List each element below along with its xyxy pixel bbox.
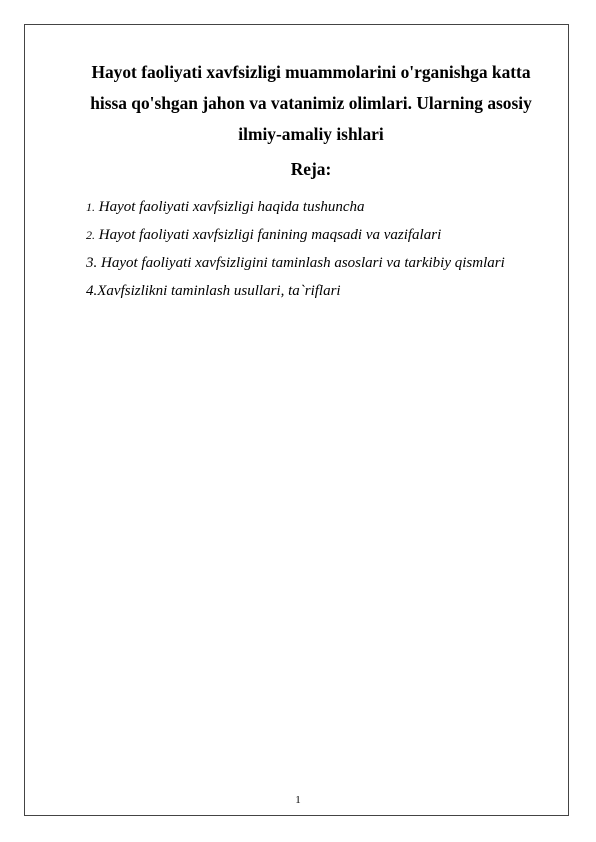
plan-item-number: 4. xyxy=(86,283,98,299)
plan-item-text: Xavfsizlikni taminlash usullari, ta`riflari xyxy=(97,283,341,299)
plan-item-1 xyxy=(86,197,505,225)
plan-item-4 xyxy=(86,281,505,309)
plan-item-number: 2. xyxy=(86,228,95,242)
page-number: 1 xyxy=(295,794,301,806)
plan-item-text: Hayot faoliyati xavfsizligi haqida tushuncha xyxy=(95,199,365,215)
document-title xyxy=(72,57,550,150)
title-line-1: Hayot faoliyati xavfsizligi muammolarini o'rganishga katta xyxy=(91,62,531,82)
plan-list xyxy=(86,197,505,309)
plan-item-2 xyxy=(86,225,505,253)
plan-item-text: Hayot faoliyati xavfsizligi fanining maqsadi va vazifalari xyxy=(95,227,442,243)
plan-item-number: 3. xyxy=(86,255,98,271)
title-line-3: ilmiy-amaliy ishlari xyxy=(238,124,384,144)
title-line-2: hissa qo'shgan jahon va vatanimiz olimlari. Ularning asosiy xyxy=(90,93,532,113)
plan-item-text: Hayot faoliyati xavfsizligini taminlash asoslari va tarkibiy qismlari xyxy=(97,255,505,271)
plan-item-3 xyxy=(86,253,505,281)
plan-heading: Reja: xyxy=(290,159,332,179)
plan-item-number: 1. xyxy=(86,200,95,214)
